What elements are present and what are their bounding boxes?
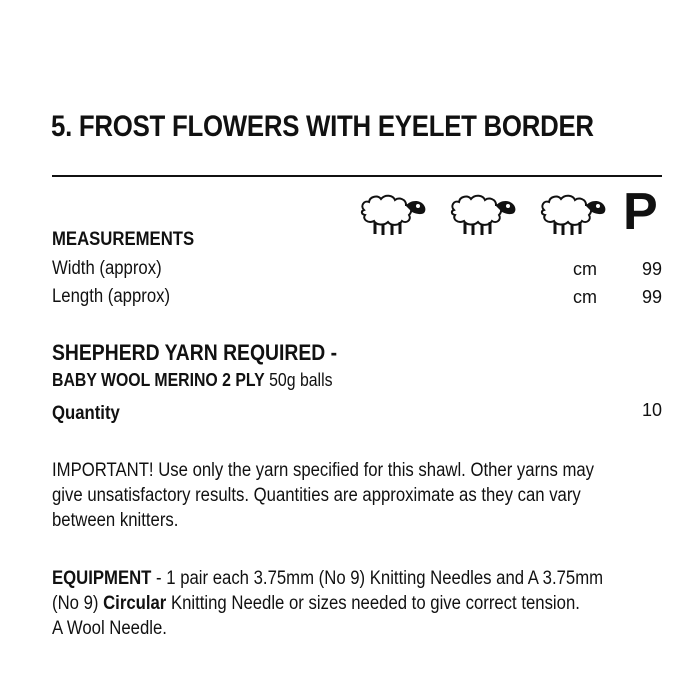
equipment-text: - 1 pair each 3.75mm (No 9) Knitting Needles and A 3.75mm — [151, 568, 604, 589]
equipment-label: EQUIPMENT — [52, 568, 152, 589]
sheep-icon — [444, 188, 520, 238]
circular-bold: Circular — [103, 593, 167, 614]
length-value: 99 — [641, 287, 662, 307]
equipment-text: Knitting Needle or sizes needed to give correct tension. — [166, 593, 580, 614]
page-title: 5. FROST FLOWERS WITH EYELET BORDER — [51, 110, 594, 143]
quantity-value: 10 — [641, 400, 662, 420]
equipment-section — [52, 566, 615, 641]
yarn-product-suffix: 50g balls — [264, 370, 333, 390]
important-line: give unsatisfactory results. Quantities are approximate as they can vary — [52, 485, 581, 506]
yarn-product: BABY WOOL MERINO 2 PLY — [52, 370, 265, 390]
width-unit: cm — [573, 259, 597, 279]
difficulty-icons — [354, 188, 610, 238]
important-note — [52, 458, 615, 533]
length-unit: cm — [573, 287, 597, 307]
equipment-line-1 — [52, 566, 615, 591]
equipment-text: (No 9) — [52, 593, 104, 614]
important-line: IMPORTANT! Use only the yarn specified for this shawl. Other yarns may — [52, 460, 595, 481]
quantity-label: Quantity — [52, 403, 120, 424]
equipment-line-3: A Wool Needle. — [52, 618, 167, 639]
yarn-heading: SHEPHERD YARN REQUIRED - — [52, 340, 338, 365]
width-value: 99 — [641, 259, 662, 279]
measurements-heading: MEASUREMENTS — [52, 229, 195, 250]
sheep-icon — [354, 188, 430, 238]
grade-letter: P — [623, 183, 658, 241]
sheep-icon — [534, 188, 610, 238]
yarn-product-line — [52, 370, 333, 391]
title-divider — [52, 175, 662, 177]
equipment-line-2 — [52, 591, 615, 616]
width-label: Width (approx) — [52, 258, 162, 279]
important-line: between knitters. — [52, 510, 179, 531]
length-label: Length (approx) — [52, 286, 171, 307]
